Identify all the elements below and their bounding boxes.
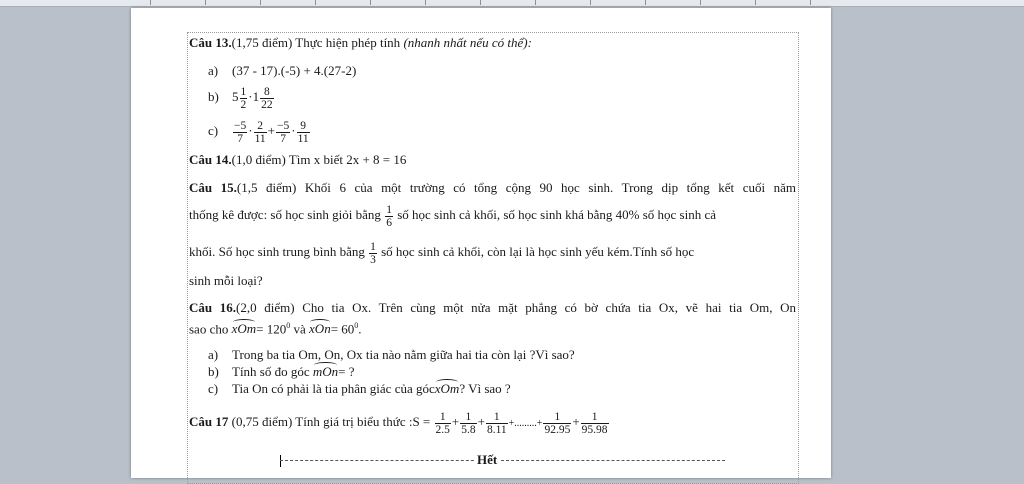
fraction: $\frac{1}{8.11}$: [486, 410, 507, 436]
ruler-tick: [645, 0, 646, 5]
ruler-tick: [205, 0, 206, 5]
fraction: $\frac{1}{6}$: [386, 203, 392, 229]
ruler-tick: [425, 0, 426, 5]
ruler-tick: [315, 0, 316, 5]
q17-text: Câu 17 (0,75 điểm) Tính giá trị biểu thức :S = $\frac{1}{2.5}$ + $\frac{1}{5.8}$ + $\frac{1}{8.11}$ +.........+ $\frac{1}{92.95}$ + $\frac{1}{95.98}$: [189, 410, 608, 436]
q16-line-2: sao cho $xOm= 120^0$ và $xOn= 60^0$.: [189, 321, 362, 337]
q13-number: Câu 13.: [189, 35, 232, 50]
q15-number: Câu 15.: [189, 180, 237, 195]
ruler-tick: [150, 0, 151, 5]
operator: +: [477, 414, 485, 429]
ruler-tick: [480, 0, 481, 5]
operator: +: [451, 414, 460, 429]
end-label: Hết: [477, 452, 498, 467]
end-divider: [280, 460, 725, 461]
fraction: $\frac{1}{95.98}$: [581, 410, 608, 436]
q17-number: Câu 17: [189, 414, 229, 429]
angle-symbol: xOm: [434, 381, 460, 396]
part-label: c): [208, 123, 219, 138]
fraction: $\frac{1}{5.8}$: [461, 410, 476, 436]
fraction: $\frac{-5}{7}$: [277, 119, 290, 145]
q13-points: (1,75 điểm) Thực hiện phép tính: [231, 35, 404, 50]
q15-line-3: khối. Số học sinh trung bình bằng $\frac{1}{3}$ số học sinh cả khối, còn lại là học sinh yếu kém.Tính số học: [189, 240, 695, 266]
part-label: a): [208, 63, 219, 78]
q16-part-a: a) Trong ba tia Om, On, Ox tia nào nằm giữa hai tia còn lại ?Vì sao?: [208, 347, 575, 362]
q13-note: (nhanh nhất nếu có thể):: [403, 35, 532, 50]
q15-line-1: Câu 15.(1,5 điểm) Khối 6 của một trường có tổng cộng 90 học sinh. Trong dịp tổng kết cuối năm: [189, 180, 796, 195]
operator: +: [572, 414, 580, 429]
q14-body: (1,0 điểm) Tìm x biết 2x + 8 = 16: [231, 152, 407, 167]
q16-part-b: b) Tính số đo góc mOn= ?: [208, 364, 355, 379]
q16-line-1: Câu 16.(2,0 điểm) Cho tia Ox. Trên cùng một nửa mặt phẳng có bờ chứa tia Ox, vẽ hai tia Om, On: [189, 300, 796, 315]
ruler-tick: [810, 0, 811, 5]
q13-title: [189, 35, 532, 51]
fraction: $\frac{1}{3}$: [370, 240, 376, 266]
fraction: $\frac{8}{22}$: [261, 85, 273, 111]
fraction: $\frac{1}{2.5}$: [435, 410, 450, 436]
q13-part-b: [208, 82, 275, 112]
operator: ·: [248, 123, 253, 138]
fraction: $\frac{1}{2}$: [240, 85, 247, 111]
fraction: $\frac{1}{92.95}$: [544, 410, 571, 436]
ruler-tick: [535, 0, 536, 5]
ruler-tick: [700, 0, 701, 5]
ruler-tick: [590, 0, 591, 5]
angle-symbol: mOn: [312, 364, 339, 379]
q13-part-a: [208, 63, 356, 79]
operator: ·: [291, 123, 296, 138]
angle-symbol: xOn: [309, 321, 331, 337]
q14-number: Câu 14.: [189, 152, 232, 167]
ruler-tick: [370, 0, 371, 5]
q14-text: [189, 152, 406, 168]
fraction: $\frac{2}{11}$: [254, 119, 266, 145]
fraction: $\frac{9}{11}$: [297, 119, 309, 145]
q16-number: Câu 16.: [189, 300, 237, 315]
q15-line-4: sinh mỗi loại?: [189, 273, 263, 288]
q13-a-expression: (37 - 17).(-5) + 4.(27-2): [232, 63, 357, 78]
part-label: b): [208, 364, 219, 379]
part-label: c): [208, 381, 219, 396]
q13-part-c: [208, 116, 311, 146]
operator: +: [267, 123, 276, 138]
fraction: $\frac{-5}{7}$: [234, 119, 247, 145]
horizontal-ruler[interactable]: [0, 0, 1024, 7]
q16-part-c: c) Tia On có phải là tia phân giác của gócxOm? Vì sao ?: [208, 381, 511, 396]
mixed-whole: 5: [232, 89, 239, 104]
part-label: a): [208, 347, 219, 362]
part-label: b): [208, 89, 219, 104]
mixed-whole: ·1: [248, 89, 260, 104]
text-cursor: [280, 455, 281, 467]
ruler-tick: [260, 0, 261, 5]
ellipsis: +.........+: [508, 418, 543, 429]
ruler-tick: [755, 0, 756, 5]
q15-line-2: thống kê được: số học sinh giỏi bằng $\frac{1}{6}$ số học sinh cả khối, số học sinh khá bằng 40% số học sinh cả: [189, 203, 716, 229]
angle-symbol: xOm: [231, 321, 257, 337]
